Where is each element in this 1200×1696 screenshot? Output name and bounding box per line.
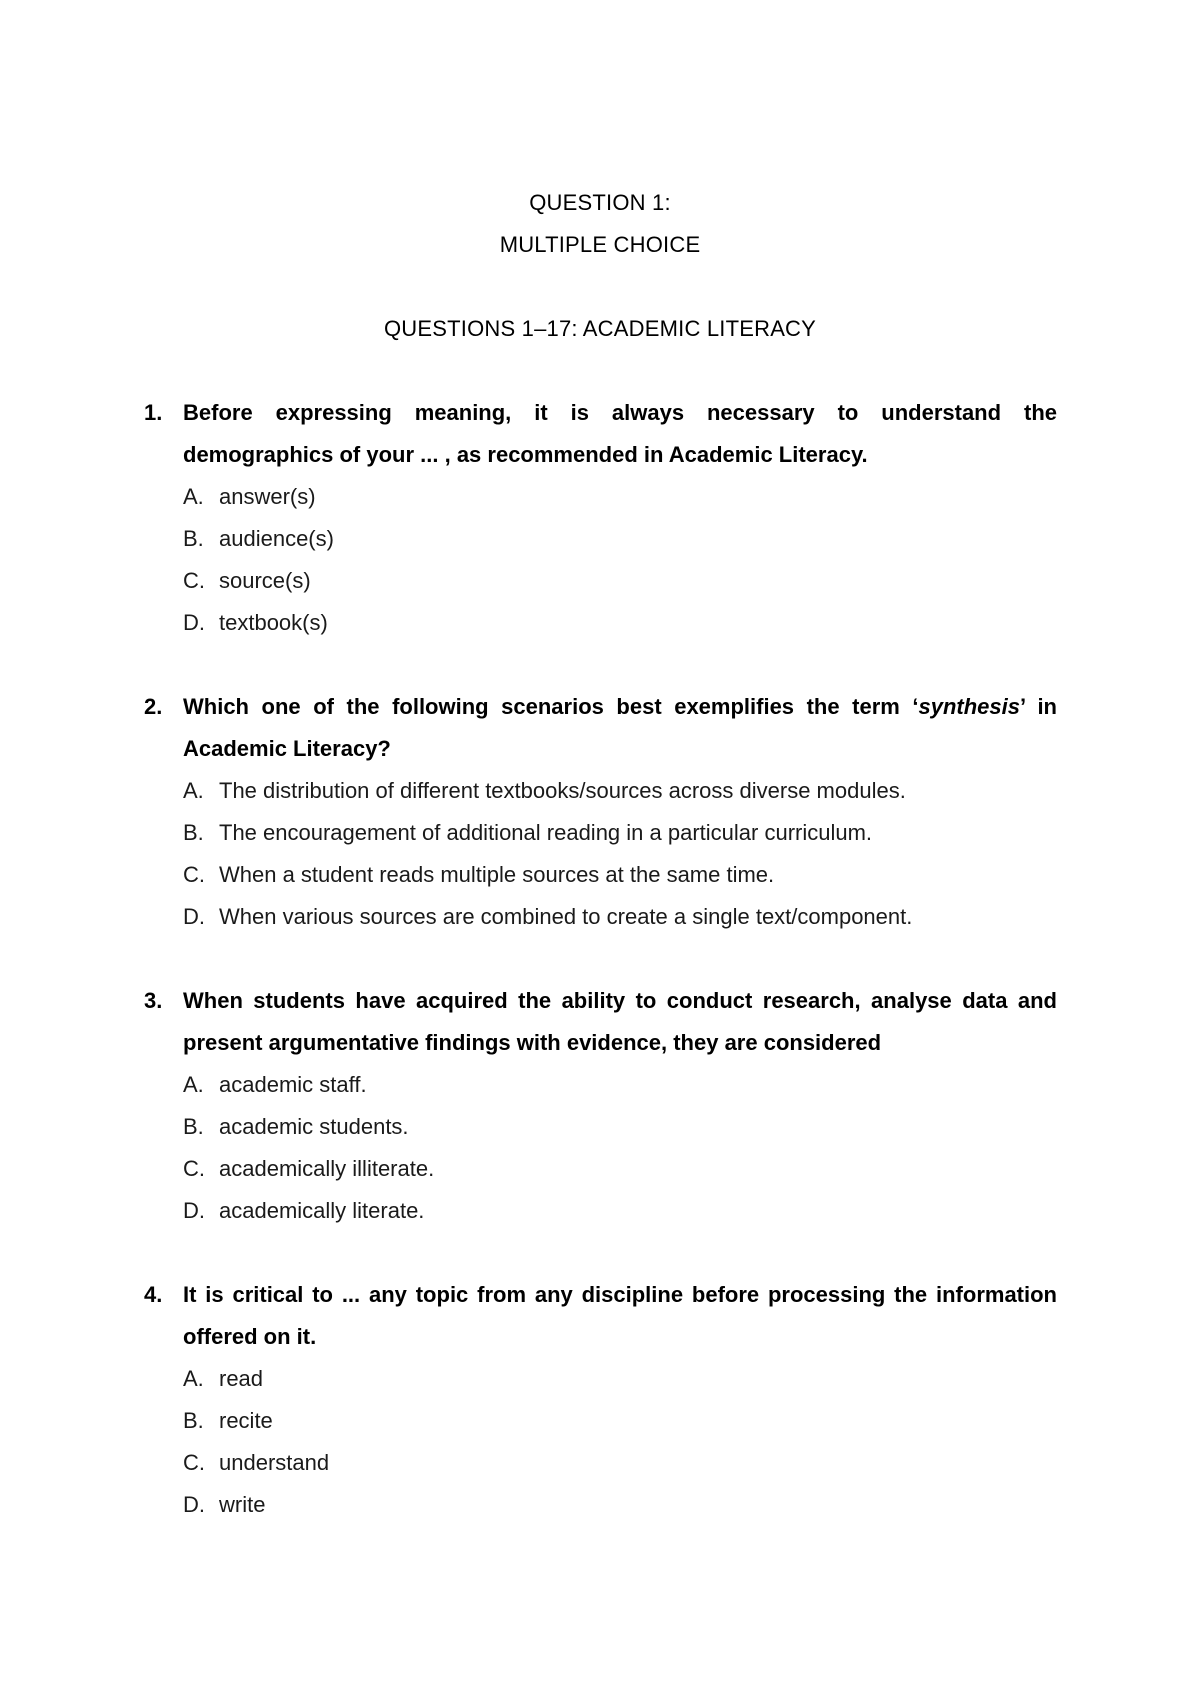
option-letter: D. xyxy=(183,904,205,929)
option-letter: B. xyxy=(183,820,204,845)
question-stem xyxy=(144,980,1057,1064)
option-list xyxy=(144,1358,1057,1526)
option-letter: C. xyxy=(183,862,205,887)
option-letter: D. xyxy=(183,610,205,635)
option-letter: A. xyxy=(183,1072,204,1097)
option-text: When various sources are combined to create a single text/component. xyxy=(219,904,913,929)
question-text: It is critical to ... any topic from any discipline before processing the information offered on it. xyxy=(183,1282,1057,1349)
italic-term: synthesis xyxy=(918,694,1020,719)
section-heading: QUESTIONS 1–17: ACADEMIC LITERACY xyxy=(383,316,817,341)
option-d xyxy=(183,1484,1057,1526)
question-3 xyxy=(144,980,1057,1232)
option-text: understand xyxy=(219,1450,330,1475)
question-text: When students have acquired the ability to conduct research, analyse data and present argumentative findings with evidence, they are considered xyxy=(183,988,1057,1055)
question-number: 2. xyxy=(144,694,163,719)
question-stem xyxy=(144,686,1057,770)
option-letter: D. xyxy=(183,1492,205,1517)
option-a xyxy=(183,770,1057,812)
option-d xyxy=(183,602,1057,644)
question-text xyxy=(183,686,1057,770)
option-text: academically illiterate. xyxy=(219,1156,435,1181)
question-text: Before expressing meaning, it is always necessary to understand the demographics of your ... , as recommended in Academic Literacy. xyxy=(183,400,1057,467)
question-4 xyxy=(144,1274,1057,1526)
option-a xyxy=(183,476,1057,518)
option-text: source(s) xyxy=(219,568,311,593)
option-b xyxy=(183,812,1057,854)
question-number: 1. xyxy=(144,400,163,425)
option-letter: C. xyxy=(183,1450,205,1475)
option-text: academically literate. xyxy=(219,1198,425,1223)
option-text: textbook(s) xyxy=(219,610,328,635)
option-c xyxy=(183,1442,1057,1484)
question-1 xyxy=(144,392,1057,644)
option-d xyxy=(183,896,1057,938)
option-c xyxy=(183,560,1057,602)
option-letter: A. xyxy=(183,1366,204,1391)
option-letter: B. xyxy=(183,1408,204,1433)
question-stem xyxy=(144,392,1057,476)
option-b xyxy=(183,1106,1057,1148)
option-letter: A. xyxy=(183,484,204,509)
option-letter: B. xyxy=(183,1114,204,1139)
question-number: 4. xyxy=(144,1282,163,1307)
option-text: When a student reads multiple sources at the same time. xyxy=(219,862,775,887)
option-list xyxy=(144,476,1057,644)
question-text-part: Which one of the following scenarios best exemplifies the term ‘ xyxy=(183,694,919,719)
question-number: 3. xyxy=(144,988,163,1013)
option-a xyxy=(183,1064,1057,1106)
option-a xyxy=(183,1358,1057,1400)
question-text-part: ’ in Academic Literacy? xyxy=(183,694,1057,761)
option-letter: C. xyxy=(183,1156,205,1181)
question-heading: QUESTION 1: xyxy=(529,190,671,215)
option-text: answer(s) xyxy=(219,484,316,509)
option-c xyxy=(183,854,1057,896)
option-text: read xyxy=(219,1366,264,1391)
option-text: audience(s) xyxy=(219,526,334,551)
option-d xyxy=(183,1190,1057,1232)
option-text: recite xyxy=(219,1408,273,1433)
option-text: academic students. xyxy=(219,1114,409,1139)
option-c xyxy=(183,1148,1057,1190)
option-letter: A. xyxy=(183,778,204,803)
option-text: academic staff. xyxy=(219,1072,367,1097)
option-list xyxy=(144,770,1057,938)
question-type-heading: MULTIPLE CHOICE xyxy=(499,232,701,257)
option-text: write xyxy=(219,1492,266,1517)
question-stem xyxy=(144,1274,1057,1358)
option-text: The encouragement of additional reading in a particular curriculum. xyxy=(219,820,873,845)
option-letter: B. xyxy=(183,526,204,551)
option-letter: D. xyxy=(183,1198,205,1223)
option-b xyxy=(183,1400,1057,1442)
option-list xyxy=(144,1064,1057,1232)
option-text: The distribution of different textbooks/sources across diverse modules. xyxy=(219,778,906,803)
option-b xyxy=(183,518,1057,560)
question-2 xyxy=(144,686,1057,938)
option-letter: C. xyxy=(183,568,205,593)
